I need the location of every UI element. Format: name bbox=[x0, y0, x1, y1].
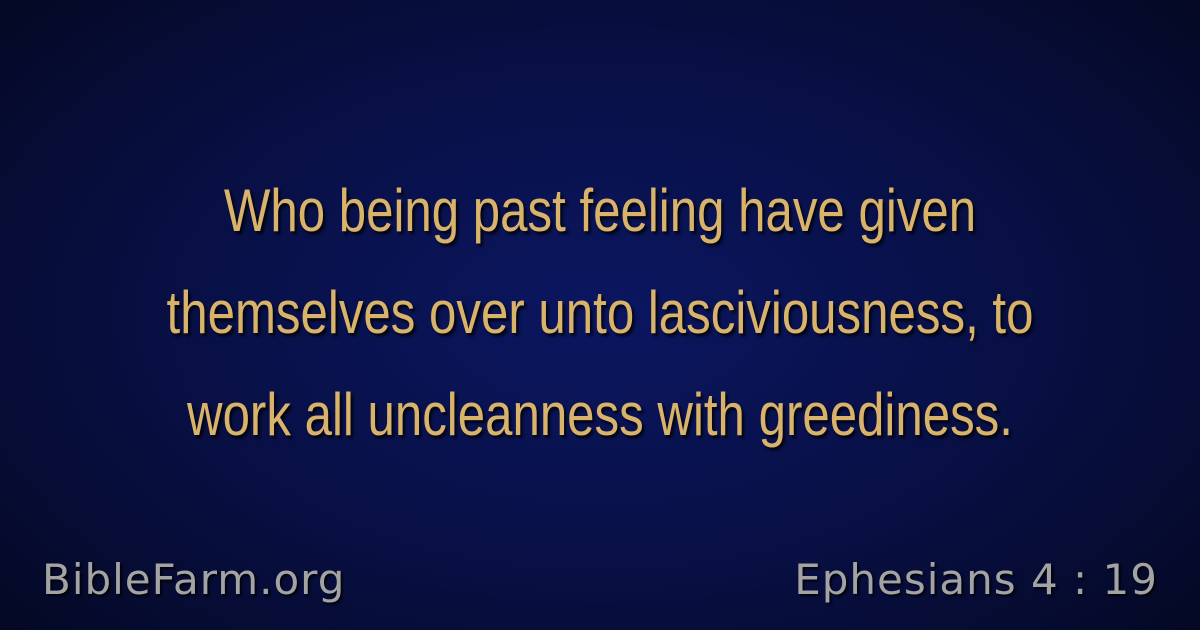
verse-reference: Ephesians 4 : 19 bbox=[794, 555, 1158, 604]
verse-text: Who being past feeling have given themselves over unto lasciviousness, to work all uncleanness with greediness. bbox=[166, 177, 1034, 448]
site-name: BibleFarm.org bbox=[42, 555, 346, 604]
